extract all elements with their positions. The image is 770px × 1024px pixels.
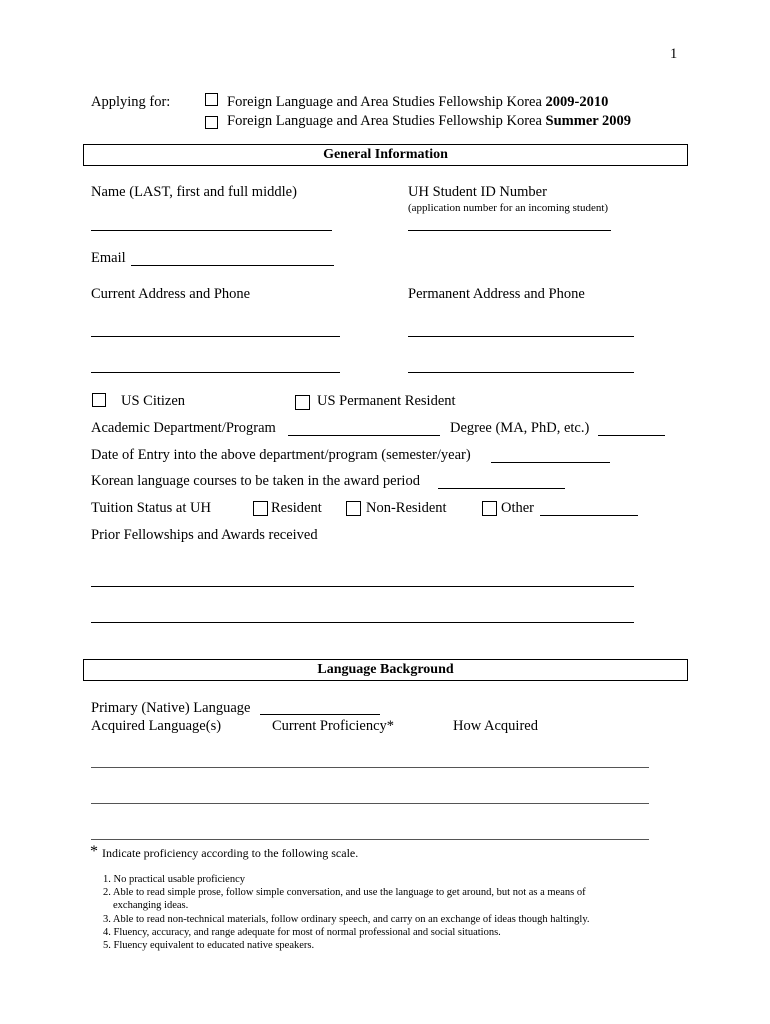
primary-language-label: Primary (Native) Language xyxy=(91,700,251,716)
permanent-address-field-2[interactable] xyxy=(408,372,634,373)
scale-item-1: 1. No practical usable proficiency xyxy=(103,874,245,885)
resident-label: Resident xyxy=(271,500,322,516)
proficiency-note: Indicate proficiency according to the following scale. xyxy=(102,846,359,860)
date-of-entry-label: Date of Entry into the above department/program (semester/year) xyxy=(91,447,471,463)
how-acquired-label: How Acquired xyxy=(453,718,538,734)
current-address-label: Current Address and Phone xyxy=(91,286,251,302)
primary-language-field[interactable] xyxy=(260,714,380,715)
scale-item-2-continued: exchanging ideas. xyxy=(113,900,189,911)
language-entry-line-2[interactable] xyxy=(91,803,649,804)
fellowship-summer-2009-checkbox[interactable] xyxy=(205,116,218,129)
us-citizen-checkbox[interactable] xyxy=(92,393,106,407)
us-citizen-label: US Citizen xyxy=(121,393,186,409)
us-permanent-resident-checkbox[interactable] xyxy=(295,395,310,410)
scale-item-4: 4. Fluency, accuracy, and range adequate for most of normal professional and social situations. xyxy=(103,927,501,938)
prior-awards-field-1[interactable] xyxy=(91,586,634,587)
date-of-entry-field[interactable] xyxy=(491,462,610,463)
name-field[interactable] xyxy=(91,230,332,231)
email-field[interactable] xyxy=(131,265,334,266)
current-address-field-1[interactable] xyxy=(91,336,340,337)
korean-courses-label: Korean language courses to be taken in the award period xyxy=(91,473,420,489)
student-id-label: UH Student ID Number xyxy=(408,184,547,200)
fellowship-2009-2010-checkbox[interactable] xyxy=(205,93,218,106)
acquired-languages-label: Acquired Language(s) xyxy=(91,718,222,734)
email-label: Email xyxy=(91,250,126,266)
degree-label: Degree (MA, PhD, etc.) xyxy=(450,420,590,436)
current-address-field-2[interactable] xyxy=(91,372,340,373)
other-checkbox[interactable] xyxy=(482,501,497,516)
permanent-address-field-1[interactable] xyxy=(408,336,634,337)
tuition-status-label: Tuition Status at UH xyxy=(91,500,211,516)
other-field[interactable] xyxy=(540,515,638,516)
language-background-heading: Language Background xyxy=(83,659,688,681)
prior-awards-label: Prior Fellowships and Awards received xyxy=(91,527,318,543)
current-proficiency-label: Current Proficiency* xyxy=(272,718,395,734)
permanent-address-label: Permanent Address and Phone xyxy=(408,286,585,302)
us-permanent-resident-label: US Permanent Resident xyxy=(317,393,456,409)
academic-department-field[interactable] xyxy=(288,435,440,436)
student-id-field[interactable] xyxy=(408,230,611,231)
language-entry-line-1[interactable] xyxy=(91,767,649,768)
non-resident-label: Non-Resident xyxy=(366,500,447,516)
academic-department-label: Academic Department/Program xyxy=(91,420,276,436)
scale-item-2: 2. Able to read simple prose, follow simple conversation, and use the language to get around, but not as a means of xyxy=(103,887,586,898)
page-number: 1 xyxy=(670,46,678,62)
general-information-heading: General Information xyxy=(83,144,688,166)
applying-label: Applying for: xyxy=(91,94,171,110)
prior-awards-field-2[interactable] xyxy=(91,622,634,623)
non-resident-checkbox[interactable] xyxy=(346,501,361,516)
other-label: Other xyxy=(501,500,535,516)
student-id-note: (application number for an incoming student) xyxy=(408,202,609,214)
name-label: Name (LAST, first and full middle) xyxy=(91,184,297,200)
fellowship-option-1: Foreign Language and Area Studies Fellowship Korea 2009-2010 xyxy=(227,94,609,110)
resident-checkbox[interactable] xyxy=(253,501,268,516)
fellowship-option-2: Foreign Language and Area Studies Fellowship Korea Summer 2009 xyxy=(227,113,632,129)
scale-item-5: 5. Fluency equivalent to educated native speakers. xyxy=(103,940,315,951)
korean-courses-field[interactable] xyxy=(438,488,565,489)
degree-field[interactable] xyxy=(598,435,665,436)
scale-item-3: 3. Able to read non-technical materials, follow ordinary speech, and carry on an exchange of ideas though haltingly. xyxy=(103,914,590,925)
language-entry-line-3[interactable] xyxy=(91,839,649,840)
asterisk-mark: * xyxy=(90,843,98,860)
